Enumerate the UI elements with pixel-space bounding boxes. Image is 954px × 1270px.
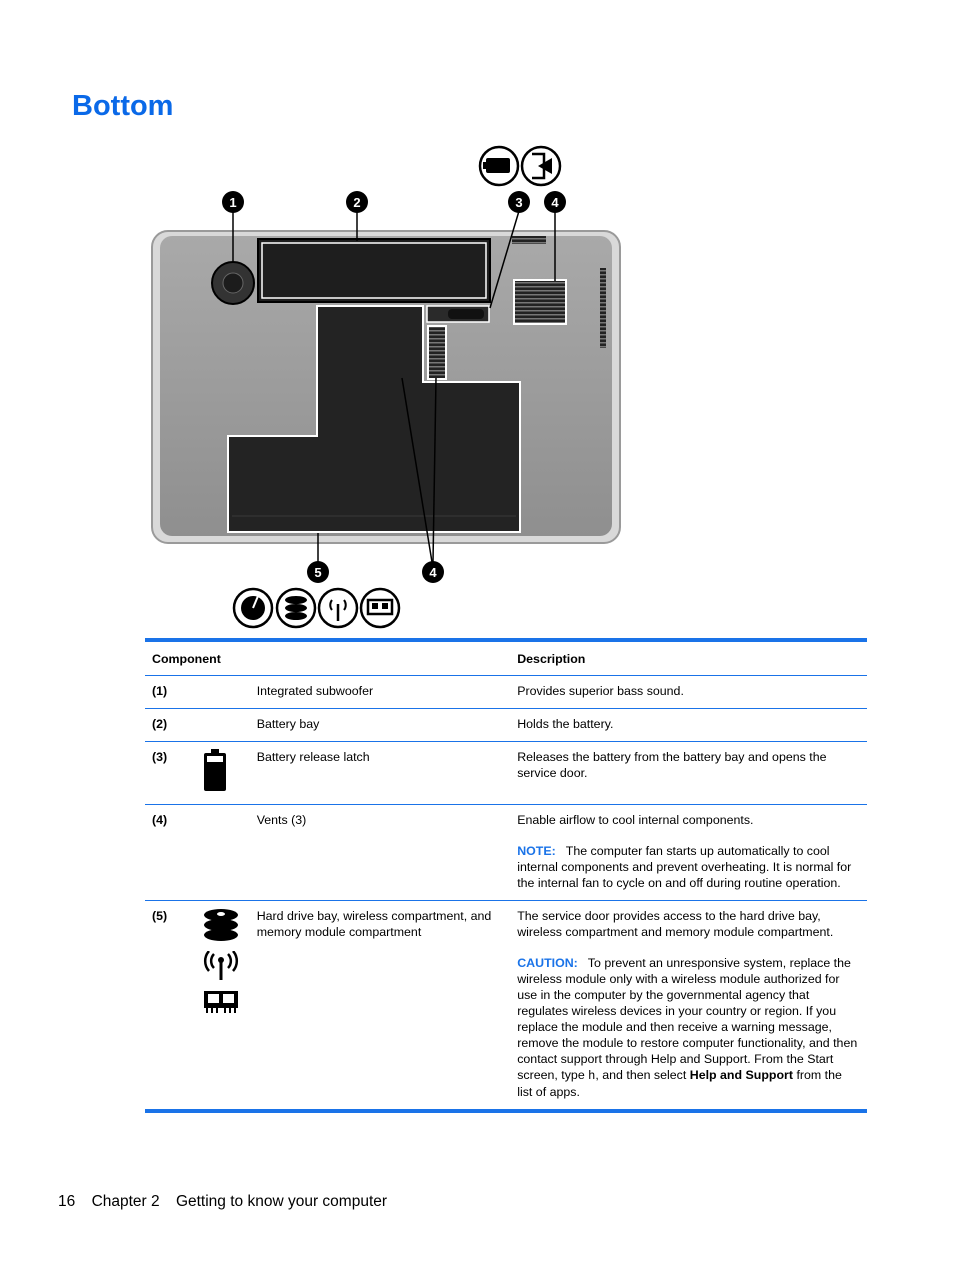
- row-icon-cell: [199, 805, 250, 901]
- release-latch-slider: [448, 309, 484, 319]
- battery-icon: [480, 147, 518, 185]
- page-footer: [58, 1193, 399, 1211]
- memory-module-icon: [361, 589, 399, 627]
- top-grille: [512, 236, 546, 244]
- disk-stack-icon: [277, 589, 315, 627]
- vents-description: Enable airflow to cool internal components.: [517, 813, 754, 827]
- caution-paragraph: [517, 955, 860, 1100]
- table-row: [145, 709, 867, 742]
- caution-text-1: To prevent an unresponsive system, replace the wireless module only with a wireless module authorized for use in the computer by the governmental agency that regulates wireless devices in your country or region. If you replace the module and then receive a warning message, remove the module to restore computer functionality, and then contact support through Help and Support. From the Start screen, type: [517, 956, 858, 1082]
- row-description: [510, 805, 867, 901]
- table-row: [145, 742, 867, 805]
- callout-3-label: 3: [515, 195, 523, 210]
- row-component: Integrated subwoofer: [256, 684, 374, 698]
- row-number: (5): [152, 909, 168, 923]
- row-description: Provides superior bass sound.: [517, 684, 684, 698]
- row-icon-cell: [199, 742, 250, 805]
- table-row: [145, 901, 867, 1112]
- row-description: [510, 901, 867, 1112]
- caution-text-2: , and then select: [595, 1068, 690, 1082]
- wireless-icon: [203, 951, 239, 981]
- page-number: 16: [58, 1193, 76, 1210]
- callout-4-top-label: 4: [551, 195, 559, 210]
- callout-2: [346, 191, 368, 213]
- callout-2-label: 2: [353, 195, 361, 210]
- laptop-bottom-illustration: [140, 138, 640, 633]
- note-text: The computer fan starts up automatically to cool internal components and prevent overheating. It is normal for the internal fan to cycle on and off during routine operation.: [517, 844, 852, 890]
- disk-stack-icon: [203, 908, 239, 942]
- row-description: Releases the battery from the battery bay and opens the service door.: [517, 750, 827, 780]
- note-paragraph: [517, 843, 860, 891]
- caution-text-3: from the list of apps.: [517, 1068, 842, 1099]
- row-icon-cell: [199, 676, 250, 709]
- row-number: (1): [152, 684, 168, 698]
- callout-5: [307, 561, 329, 583]
- hard-drive-icon: [234, 589, 272, 627]
- page-title: Bottom: [72, 90, 174, 122]
- chapter-label: Chapter 2: [91, 1193, 160, 1210]
- callout-4-bottom: [422, 561, 444, 583]
- callout-1-label: 1: [229, 195, 237, 210]
- chapter-title: Getting to know your computer: [175, 1193, 388, 1210]
- table-header-row: [145, 640, 867, 676]
- caution-strong: Help and Support: [689, 1068, 794, 1082]
- row-number: (2): [152, 717, 168, 731]
- caution-label: CAUTION:: [517, 956, 578, 970]
- row-component: Vents (3): [256, 813, 307, 827]
- callout-3: [508, 191, 530, 213]
- header-description: Description: [517, 652, 586, 666]
- side-grille: [600, 268, 606, 348]
- callout-5-label: 5: [314, 565, 322, 580]
- row-icon-cell: [199, 709, 250, 742]
- table-row: [145, 805, 867, 901]
- battery-bay: [258, 239, 490, 302]
- row-component: Battery release latch: [256, 750, 370, 764]
- table-row: [145, 676, 867, 709]
- callout-4-top: [544, 191, 566, 213]
- row-number: (4): [152, 813, 168, 827]
- battery-icon: [203, 749, 227, 791]
- wireless-icon: [319, 589, 357, 627]
- vent-right: [514, 280, 566, 324]
- row-description: Holds the battery.: [517, 717, 614, 731]
- vent-middle-right: [428, 326, 446, 379]
- header-component: Component: [152, 652, 221, 666]
- row-component: Battery bay: [256, 717, 320, 731]
- callout-1: [222, 191, 244, 213]
- component-table: [145, 638, 867, 1113]
- battery-release-latch-icon: [522, 147, 560, 185]
- laptop-bottom-figure: [140, 138, 640, 638]
- caution-key: h: [588, 1069, 596, 1083]
- subwoofer-center: [223, 273, 243, 293]
- service-door-description: The service door provides access to the hard drive bay, wireless compartment and memory module compartment.: [517, 909, 834, 939]
- row-icon-cell: [199, 901, 250, 1112]
- row-number: (3): [152, 750, 168, 764]
- memory-module-icon: [203, 990, 239, 1014]
- note-label: NOTE:: [517, 844, 556, 858]
- row-component: Hard drive bay, wireless compartment, and memory module compartment: [256, 909, 492, 939]
- callout-4-bottom-label: 4: [429, 565, 437, 580]
